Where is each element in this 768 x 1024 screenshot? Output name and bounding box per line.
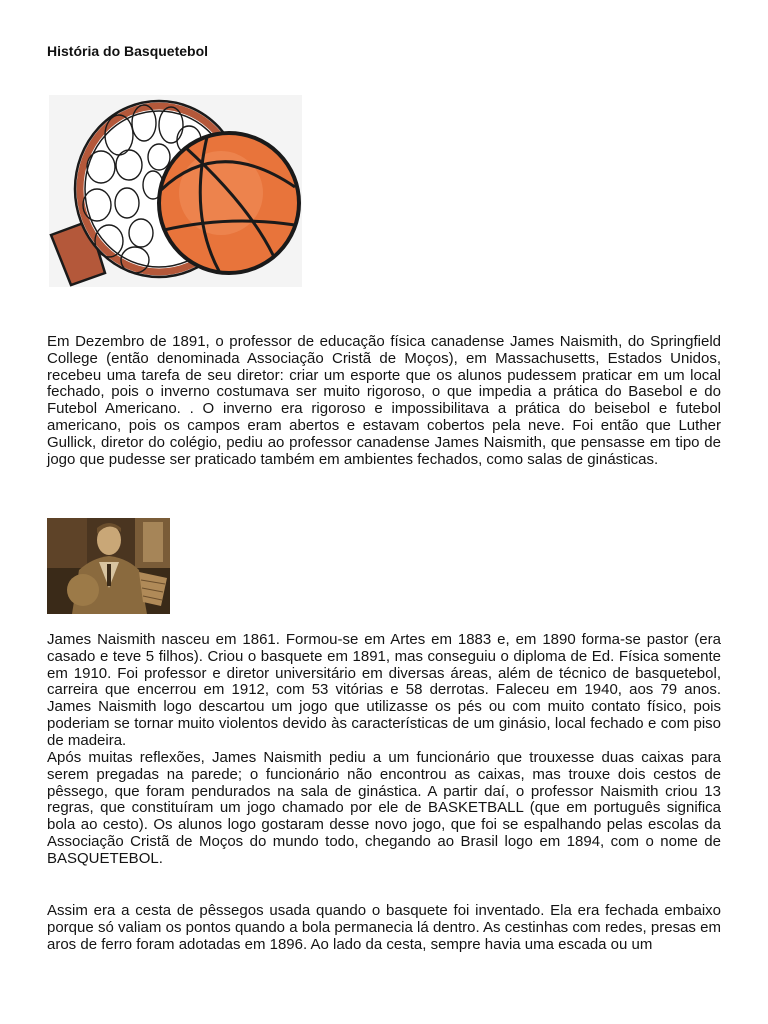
portrait-photo-icon [47,518,170,614]
basketball-hoop-illustration [49,95,302,287]
paragraph-naismith-biography: James Naismith nasceu em 1861. Formou-se em Artes em 1883 e, em 1890 forma-se pastor (era casado e teve 5 filhos). Criou o basquete em 1891, mas conseguiu o diploma de Ed. Física somente em 1910. Foi professor e diretor universitário em diversas áreas, além de técnico de basquetebol, carreira que encerrou em 1912, com 53 vitórias e 58 derrotas. Faleceu em 1940, aos 79 anos. James Naismith logo descartou um jogo que utilizasse os pés ou com muito contato físico, pois poderiam se tornar muito violentos devido às características de um ginásio, local fechado e com piso de madeira. [47,631,721,749]
paragraph-invention: Após muitas reflexões, James Naismith pediu a um funcionário que trouxesse duas caixas para serem pregadas na parede; o funcionário não encontrou as caixas, mas trouxe dois cestos de pêssego, que foram pendurados na sala de ginástica. A partir daí, o professor Naismith criou 13 regras, que constituíram um jogo chamado por ele de BASKETBALL (que em português significa bola ao cesto). Os alunos logo gostaram desse novo jogo, que foi se espalhando pelas escolas da Associação Cristã de Moços do mundo todo, chegando ao Brasil logo em 1894, com o nome de BASQUETEBOL. [47,749,721,867]
basketball-hoop-icon [49,95,302,287]
paragraph-origin: Em Dezembro de 1891, o professor de educação física canadense James Naismith, do Springfield College (então denominada Associação Cristã de Moços), em Massachusetts, Estados Unidos, recebeu uma tarefa de seu diretor: criar um esporte que os alunos pudessem praticar em um local fechado, pois o inverno costumava ser muito rigoroso, o que impedia a prática do Basebol e do Futebol Americano. . O inverno era rigoroso e impossibilitava a prática do beisebol e futebol americano, pois os campos eram abertos e estavam cobertos pela neve. Foi então que Luther Gullick, diretor do colégio, pediu ao professor canadense James Naismith, que pensasse em tipo de jogo que pudesse ser praticado também em ambientes fechados, como salas de ginásticas. [47,333,721,468]
paragraph-peach-basket: Assim era a cesta de pêssegos usada quando o basquete foi inventado. Ela era fechada embaixo porque só valiam os pontos quando a bola permanecia lá dentro. As cestinhas com redes, presas em aros de ferro foram adotadas em 1896. Ao lado da cesta, sempre havia uma escada ou um [47,902,721,953]
document-title: História do Basquetebol [47,43,209,59]
james-naismith-photo [47,518,170,614]
